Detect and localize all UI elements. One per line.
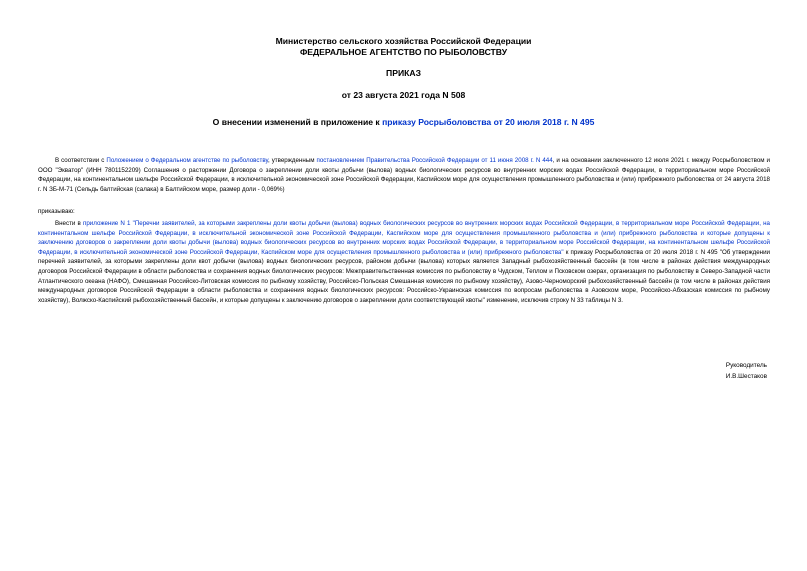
preamble-text-3: , и на основании заключенного 12 июля 2021 г. между Росрыболовством и ООО "Экватор" (ИНН 7801152209) Соглашения о расторжении Договора о закреплении доли квоты добычи (вылова) водных биологических ресурсов во внутренних морских водах Российской Федерации, в территориальном море Российской Федерации, на континентальном шельфе Российской Федерации, в исключительной экономической зоне Российской Федерации, Каспийском море для осуществления промышленного рыболовства и (или) прибрежного рыболовства от 24 августа 2018 г. N ЗБ-М-71 (Сельдь балтийская (салака) в Балтийском море, размер доли - 0,069%) (38, 157, 770, 193)
appendix-link[interactable]: приложение N 1 "Перечни заявителей, за которыми закреплены доли квоты добычи (вылова) водных биологических ресурсов во внутренних морских водах Российской Федерации, в территориальном море Российской Федерации, на континентальном шельфе Российской Федерации, в исключительной экономической зоне Российской Федерации, Каспийском море для осуществления промышленного рыболовства и (или) прибрежного рыболовства и которые допущены к заключению договоров о закреплении доли квоты добычи (вылова) водных биологических ресурсов во внутренних морских водах Российской Федерации, в территориальном море Российской Федерации, на континентальном шельфе Российской Федерации, в исключительной экономической зоне Российской Федерации, Каспийском море для осуществления промышленного рыболовства и (или) прибрежного рыболовства" (38, 220, 770, 256)
orders-label: приказываю: (38, 208, 75, 215)
amendment-paragraph (38, 219, 770, 305)
signature-name: И.В.Шестаков (725, 373, 767, 380)
ministry-heading: Министерство сельского хозяйства Российской Федерации (275, 36, 532, 46)
preamble-text-1: В соответствии с (55, 157, 107, 164)
preamble-text-2: , утвержденным (267, 157, 317, 164)
government-decree-link[interactable]: постановлением Правительства Российской Федерации от 11 июня 2008 г. N 444 (316, 157, 553, 164)
amendment-text-3: изменение, исключив строку N 33 таблицы N 3. (484, 296, 624, 304)
regulation-link[interactable]: Положением о Федеральном агентстве по рыболовству (106, 157, 268, 164)
subject-text: О внесении изменений в приложение к (212, 117, 383, 127)
document-type: ПРИКАЗ (386, 68, 421, 78)
preamble-paragraph (38, 156, 770, 194)
signature-position: Руководитель (725, 362, 767, 369)
subject-order-link[interactable]: приказу Росрыболовства от 20 июля 2018 г. N 495 (382, 117, 595, 127)
amendment-text-2: к приказу Росрыболовства от 20 июля 2018 г. N 495 "Об утверждении перечней заявителей, за которыми закреплены доли квот добычи (вылова) водных биологических ресурсов, районом добычи (вылова) которых является Западный рыбохозяйственный бассейн (в том числе в районах действия международных договоров Российской Федерации в области рыболовства и сохранения водных биологических ресурсов: Межправительственная комиссия по рыболовству в Чудском, Теплом и Псковском озерах, организация по рыболовству в Северо-Западной части Атлантического океана (НАФО), Смешанная Российско-Литовская комиссия по рыбному хозяйству, Российско-Польская Смешанная комиссия по рыбному хозяйству), Азово-Черноморский рыбохозяйственный бассейн (в том числе в районах действия международных договоров Российской Федерации в области рыболовства и сохранения водных биологических ресурсов: Российско-Украинская комиссия по вопросам рыболовства в Азовском море, Российско-Абхазская комиссия по рыбному хозяйству), Волжско-Каспийский рыбохозяйственный бассейн, и которые допущены к заключению договоров о закреплении доли соответствующей квоты" (38, 248, 770, 304)
document-subject (0, 117, 807, 128)
amendment-text-1: Внести в (55, 220, 84, 227)
document-date: от 23 августа 2021 года N 508 (341, 90, 466, 100)
agency-heading: ФЕДЕРАЛЬНОЕ АГЕНТСТВО ПО РЫБОЛОВСТВУ (299, 47, 508, 57)
